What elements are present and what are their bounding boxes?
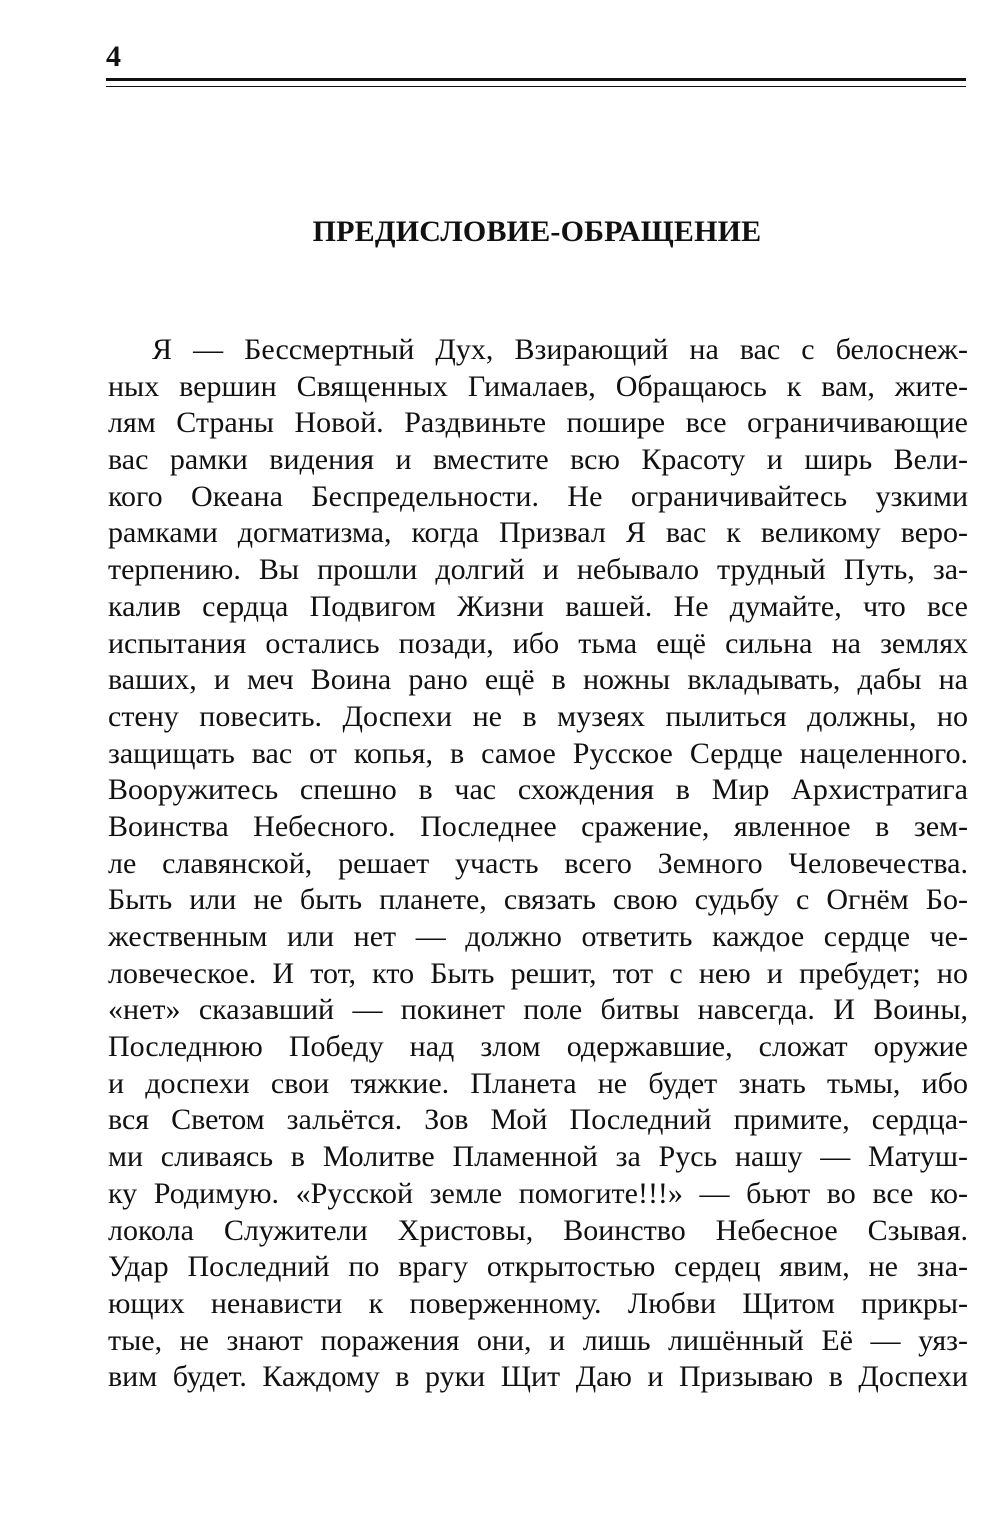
text-line: защищать вас от копья, в самое Русское Сердце нацеленного. — [108, 736, 968, 770]
text-line: ющих ненависти к поверженному. Любви Щитом прикры- — [108, 1286, 968, 1320]
text-line: локола Служители Христовы, Воинство Небесное Сзывая. — [108, 1213, 968, 1247]
body-text — [108, 332, 968, 1396]
text-line: и доспехи свои тяжкие. Планета не будет знать тьмы, ибо — [108, 1066, 968, 1100]
text-line: ми сливаясь в Молитве Пламенной за Русь нашу — Матуш- — [108, 1140, 968, 1174]
text-line: испытания остались позади, ибо тьма ещё сильна на землях — [108, 626, 968, 660]
text-line: вим будет. Каждому в руки Щит Даю и Призываю в Доспехи — [108, 1360, 968, 1394]
text-line: тые, не знают поражения они, и лишь лишённый Её — уяз- — [108, 1323, 968, 1357]
text-line: «нет» сказавший — покинет поле битвы навсегда. И Воины, — [108, 993, 968, 1027]
text-line: ных вершин Священных Гималаев, Обращаюсь к вам, жите- — [108, 369, 968, 403]
text-line: Удар Последний по врагу открытостью сердец явим, не зна- — [108, 1250, 968, 1284]
text-line: ловеческое. И тот, кто Быть решит, тот с нею и пребудет; но — [108, 956, 968, 990]
text-line: рамками догматизма, когда Призвал Я вас к великому веро- — [108, 516, 968, 550]
chapter-title: ПРЕДИСЛОВИЕ-ОБРАЩЕНИЕ — [312, 215, 762, 248]
text-line: Быть или не быть планете, связать свою судьбу с Огнём Бо- — [108, 883, 968, 917]
text-line: терпению. Вы прошли долгий и небывало трудный Путь, за- — [108, 553, 968, 587]
text-line: Последнюю Победу над злом одержавшие, сложат оружие — [108, 1030, 968, 1064]
text-line: Воинства Небесного. Последнее сражение, явленное в зем- — [108, 809, 968, 843]
text-line: кого Океана Беспредельности. Не ограничивайтесь узкими — [108, 479, 968, 513]
text-line: ваших, и меч Воина рано ещё в ножны вкладывать, дабы на — [108, 663, 968, 697]
header-rule-thin — [106, 86, 966, 87]
text-line: вся Светом зальётся. Зов Мой Последний примите, сердца- — [108, 1103, 968, 1137]
text-line: ле славянской, решает участь всего Земного Человечества. — [108, 846, 968, 880]
text-line: ку Родимую. «Русской земле помогите!!!» — бьют во все ко- — [108, 1176, 968, 1210]
text-line: Вооружитесь спешно в час схождения в Мир Архистратига — [108, 773, 968, 807]
page-number: 4 — [106, 40, 121, 73]
header-rule-thick — [106, 78, 966, 81]
text-line: вас рамки видения и вместите всю Красоту и ширь Вели- — [108, 443, 968, 477]
text-line: стену повесить. Доспехи не в музеях пылиться должны, но — [108, 699, 968, 733]
text-line: калив сердца Подвигом Жизни вашей. Не думайте, что все — [108, 589, 968, 623]
text-line: жественным или нет — должно ответить каждое сердце че- — [108, 920, 968, 953]
text-line: Я — Бессмертный Дух, Взирающий на вас с белоснеж- — [152, 333, 968, 366]
text-line: лям Страны Новой. Раздвиньте пошире все ограничивающие — [108, 406, 968, 440]
